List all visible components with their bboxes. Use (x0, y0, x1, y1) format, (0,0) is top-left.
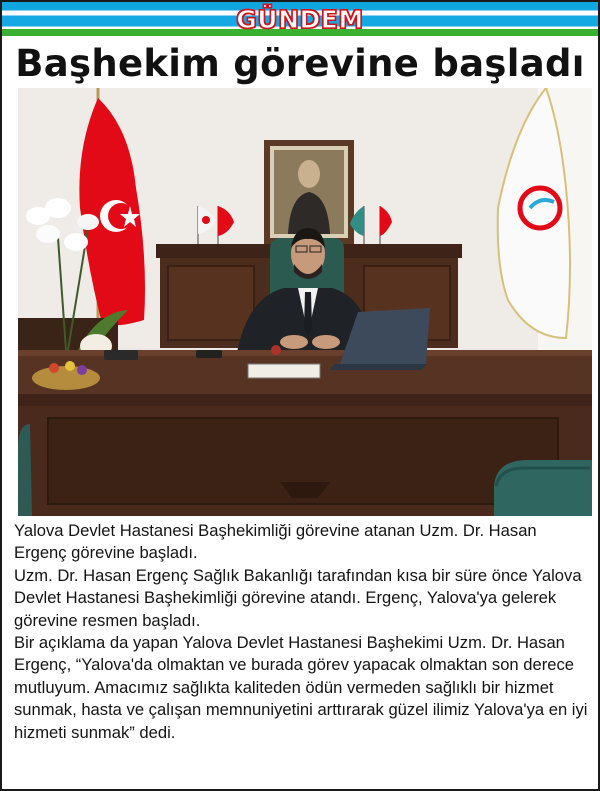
article-paragraph: Bir açıklama da yapan Yalova Devlet Hastanesi Başhekimi Uzm. Dr. Hasan Ergenç, “Yalova'da olmaktan ve burada görev yapacak olmaktan son derece mutluyum. Amacımız sağlıkta kaliteden ödün vermeden sağlıklı bir hizmet sunmak, hasta ve çalışan memnuniyetini arttırarak güzel ilimiz Yalova'ya en iyi hizmeti sunmak” dedi. (14, 633, 588, 742)
section-label-wrap (2, 2, 598, 36)
headline: Başhekim görevine başladı (15, 42, 585, 85)
section-label: GÜNDEM (236, 4, 364, 34)
article-photo (18, 88, 592, 516)
article-paragraph: Uzm. Dr. Hasan Ergenç Sağlık Bakanlığı tarafından kısa bir süre önce Yalova Devlet Hastanesi Başhekimliği görevine atandı. Ergenç, Yalova'ya gelerek görevine resmen başladı. (14, 565, 582, 630)
article-body (14, 520, 589, 744)
article-paragraph: Yalova Devlet Hastanesi Başhekimliği görevine atanan Uzm. Dr. Hasan Ergenç görevine başladı. (14, 521, 537, 563)
